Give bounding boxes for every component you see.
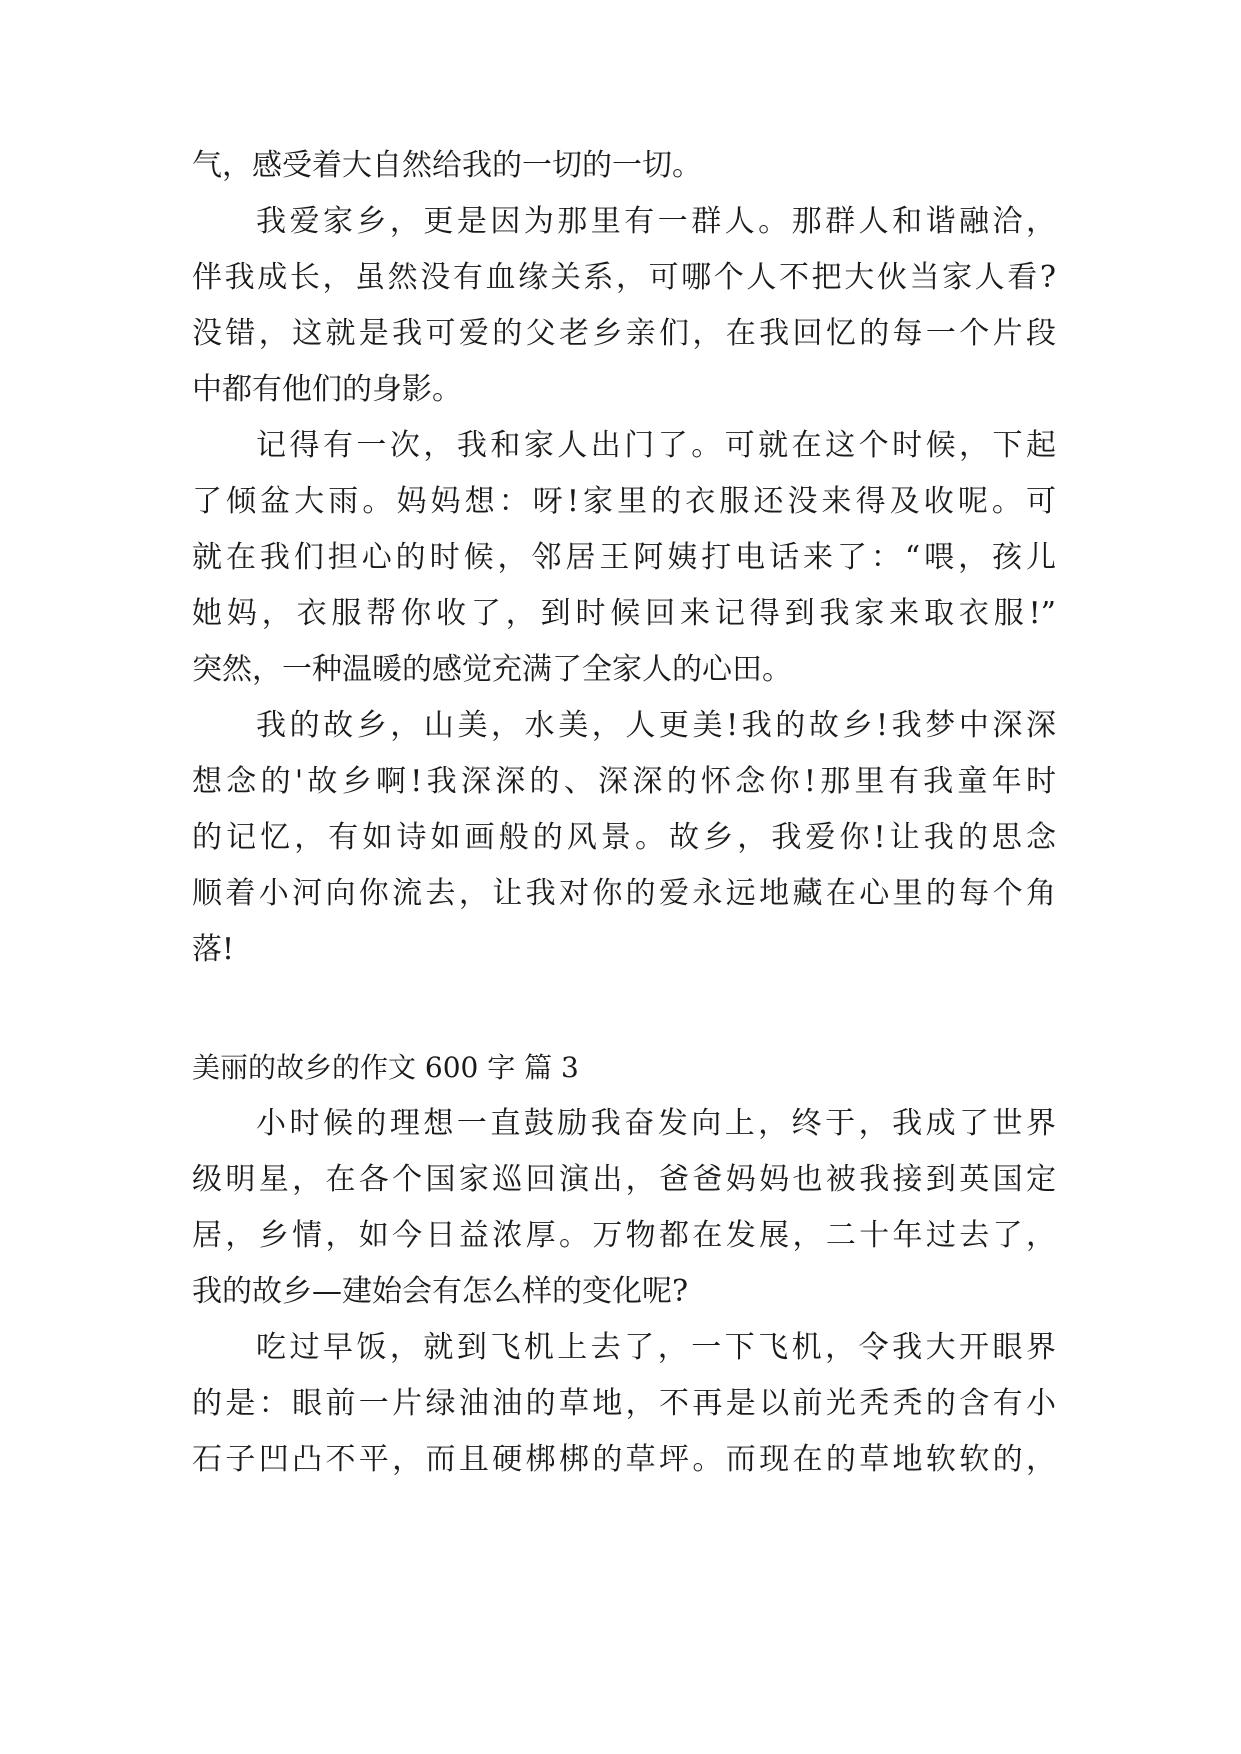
- text-line: 伴我成长，虽然没有血缘关系，可哪个人不把大伙当家人看?: [192, 260, 1056, 295]
- text-line: 的记忆，有如诗如画般的风景。故乡，我爱你!让我的思念: [192, 820, 1056, 855]
- text-line: 的是：眼前一片绿油油的草地，不再是以前光秃秃的含有小: [192, 1386, 1056, 1421]
- text-line: 居，乡情，如今日益浓厚。万物都在发展，二十年过去了，: [192, 1218, 1056, 1253]
- paragraph-first-line: 我的故乡，山美，水美，人更美!我的故乡!我梦中深深: [256, 708, 1056, 743]
- paragraph-first-line: 小时候的理想一直鼓励我奋发向上，终于，我成了世界: [256, 1106, 1056, 1141]
- text-line: 就在我们担心的时候，邻居王阿姨打电话来了：“喂，孩儿: [192, 540, 1056, 575]
- text-line: 中都有他们的身影。: [192, 372, 462, 407]
- text-line: 我的故乡—建始会有怎么样的变化呢?: [192, 1274, 689, 1309]
- text-line: 级明星，在各个国家巡回演出，爸爸妈妈也被我接到英国定: [192, 1162, 1056, 1197]
- text-line: 了倾盆大雨。妈妈想：呀!家里的衣服还没来得及收呢。可: [192, 484, 1056, 519]
- text-line: 没错，这就是我可爱的父老乡亲们，在我回忆的每一个片段: [192, 316, 1056, 351]
- text-line: 落!: [192, 932, 235, 967]
- section-heading: 美丽的故乡的作文 600 字 篇 3: [192, 1051, 579, 1084]
- text-line: 石子凹凸不平，而且硬梆梆的草坪。而现在的草地软软的，: [192, 1442, 1056, 1477]
- text-line: 气，感受着大自然给我的一切的一切。: [192, 148, 702, 183]
- paragraph-first-line: 我爱家乡，更是因为那里有一群人。那群人和谐融洽，: [256, 204, 1056, 239]
- paragraph-first-line: 吃过早饭，就到飞机上去了，一下飞机，令我大开眼界: [256, 1330, 1056, 1365]
- text-line: 顺着小河向你流去，让我对你的爱永远地藏在心里的每个角: [192, 876, 1056, 911]
- text-line: 突然，一种温暖的感觉充满了全家人的心田。: [192, 652, 792, 687]
- text-line: 想念的'故乡啊!我深深的、深深的怀念你!那里有我童年时: [192, 764, 1056, 799]
- text-line: 她妈，衣服帮你收了，到时候回来记得到我家来取衣服!”: [192, 596, 1056, 631]
- paragraph-first-line: 记得有一次，我和家人出门了。可就在这个时候，下起: [256, 428, 1056, 463]
